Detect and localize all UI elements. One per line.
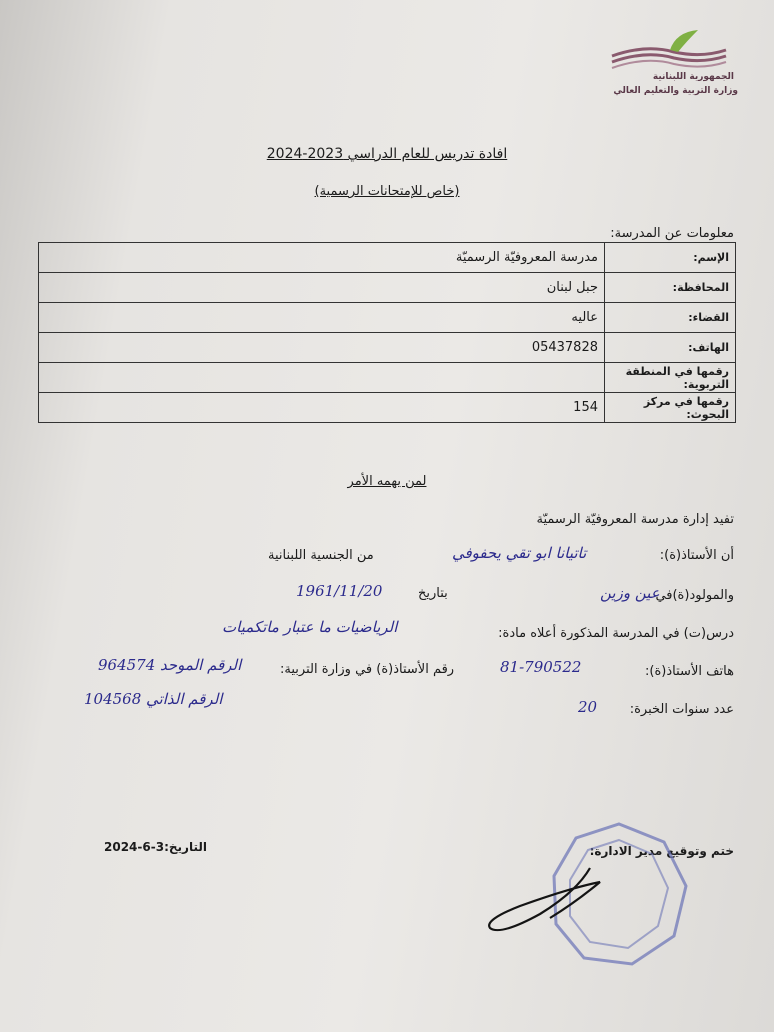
taught-label: درس(ت) في المدرسة المذكورة أعلاه مادة: <box>498 626 734 641</box>
school-info-table <box>38 242 736 423</box>
school-info-label: المحافظة: <box>605 273 736 303</box>
school-info-value <box>39 363 605 393</box>
phone-label: هاتف الأستاذ(ة): <box>645 664 734 679</box>
document-subtitle: (خاص للإمتحانات الرسمية) <box>314 184 460 199</box>
ministry-line-2: وزارة التربية والتعليم العالي <box>613 86 738 96</box>
teacher-name: تاتيانا ابو تقي يحفوفي <box>452 544 587 562</box>
born-label: والمولود(ة)في <box>655 588 734 603</box>
school-info-value: 154 <box>39 393 605 423</box>
intro-line <box>537 512 734 527</box>
school-info-value: 05437828 <box>39 333 605 363</box>
experience-label: عدد سنوات الخبرة: <box>629 702 734 717</box>
ministry-number: الرقم الموحد 964574 <box>98 656 242 674</box>
experience-years: 20 <box>578 698 598 716</box>
teacher-phone: 81-790522 <box>500 658 582 676</box>
school-info-row <box>39 393 736 423</box>
ministry-number-label: رقم الأستاذ(ة) في وزارة التربية: <box>280 662 455 677</box>
subject: الرياضيات ما عتبار ماتكميات <box>222 618 398 636</box>
school-info-heading: معلومات عن المدرسة: <box>610 226 734 241</box>
school-info-row <box>39 363 736 393</box>
nationality: من الجنسية اللبنانية <box>268 548 374 563</box>
date-label: بتاريخ <box>418 586 448 601</box>
born-date: 1961/11/20 <box>296 582 383 600</box>
school-info-label: رقمها في مركز البحوث: <box>605 393 736 423</box>
born-place: عين وزين <box>600 584 660 602</box>
school-info-label: القضاء: <box>605 303 736 333</box>
school-info-row <box>39 303 736 333</box>
director-signature <box>480 862 630 942</box>
intro-school: مدرسة المعروفيّة الرسميّة <box>536 512 679 527</box>
to-whom-heading: لمن يهمه الأمر <box>347 474 427 489</box>
school-info-label: الهاتف: <box>605 333 736 363</box>
intro-prefix: تفيد إدارة <box>682 512 734 527</box>
school-info-value: جبل لبنان <box>39 273 605 303</box>
teacher-label: أن الأستاذ(ة): <box>659 548 734 563</box>
school-info-row <box>39 273 736 303</box>
school-info-row <box>39 333 736 363</box>
school-info-value: مدرسة المعروفيّة الرسميّة <box>39 243 605 273</box>
school-info-label: رقمها في المنطقة التربوية: <box>605 363 736 393</box>
signature-label: ختم وتوقيع مدير الادارة: <box>589 844 734 858</box>
document-date: التاريخ:3-6-2024 <box>104 840 207 854</box>
document-title: افادة تدريس للعام الدراسي 2023-2024 <box>266 146 508 162</box>
school-info-label: الإسم: <box>605 243 736 273</box>
ministry-number-2: الرقم الذاتي 104568 <box>84 690 223 708</box>
school-info-row <box>39 243 736 273</box>
school-info-value: عاليه <box>39 303 605 333</box>
ministry-line-1: الجمهورية اللبنانية <box>652 72 734 82</box>
